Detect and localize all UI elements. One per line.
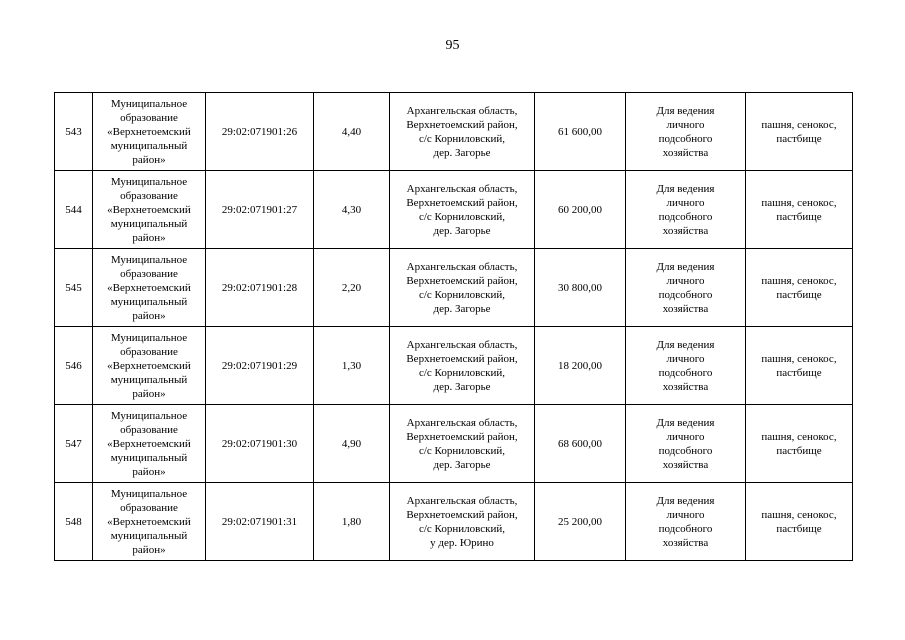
address-line: Архангельская область, (406, 182, 518, 195)
address-cell (390, 327, 535, 405)
owner-line: Муниципальное (110, 253, 188, 266)
permitted-use-line: подсобного (658, 132, 713, 145)
row-number-cell: 544 (55, 171, 93, 249)
owner-line: муниципальный (110, 451, 188, 464)
address-line: дер. Загорье (433, 380, 491, 393)
owner-line: образование (120, 501, 178, 514)
permitted-use-line: подсобного (658, 288, 713, 301)
permitted-use-line: Для ведения (656, 260, 715, 273)
owner-line: муниципальный (110, 139, 188, 152)
owner-line: муниципальный (110, 373, 188, 386)
cadastral-number-cell: 29:02:071901:28 (206, 249, 314, 327)
address-line: с/с Корниловский, (418, 522, 505, 535)
address-line: Архангельская область, (406, 416, 518, 429)
owner-line: район» (132, 387, 166, 400)
land-type-line: пашня, сенокос, (761, 274, 837, 287)
owner-cell (93, 483, 206, 561)
permitted-use-line: личного (666, 118, 705, 131)
permitted-use-line: Для ведения (656, 182, 715, 195)
permitted-use-line: хозяйства (662, 458, 709, 471)
address-line: Архангельская область, (406, 260, 518, 273)
land-type-cell (746, 171, 853, 249)
owner-line: «Верхнетоемский (107, 437, 191, 450)
permitted-use-line: хозяйства (662, 380, 709, 393)
address-line: с/с Корниловский, (418, 288, 505, 301)
land-type-line: пашня, сенокос, (761, 118, 837, 131)
permitted-use-line: хозяйства (662, 536, 709, 549)
land-plots-table (54, 92, 853, 561)
owner-line: район» (132, 309, 166, 322)
permitted-use-line: Для ведения (656, 338, 715, 351)
row-number-cell: 545 (55, 249, 93, 327)
owner-cell (93, 327, 206, 405)
table-row (55, 249, 853, 327)
address-line: дер. Загорье (433, 302, 491, 315)
owner-line: «Верхнетоемский (107, 281, 191, 294)
land-type-line: пастбище (776, 288, 822, 301)
area-cell: 4,40 (314, 93, 390, 171)
address-cell (390, 249, 535, 327)
owner-line: район» (132, 465, 166, 478)
area-cell: 4,90 (314, 405, 390, 483)
owner-line: образование (120, 345, 178, 358)
address-line: Верхнетоемский район, (406, 196, 518, 209)
address-line: дер. Загорье (433, 146, 491, 159)
owner-line: Муниципальное (110, 97, 188, 110)
cadastral-number-cell: 29:02:071901:29 (206, 327, 314, 405)
row-number-cell: 543 (55, 93, 93, 171)
permitted-use-line: хозяйства (662, 146, 709, 159)
owner-line: образование (120, 267, 178, 280)
address-line: Верхнетоемский район, (406, 352, 518, 365)
permitted-use-cell (626, 171, 746, 249)
address-line: с/с Корниловский, (418, 444, 505, 457)
permitted-use-line: личного (666, 352, 705, 365)
owner-line: образование (120, 423, 178, 436)
area-cell: 4,30 (314, 171, 390, 249)
permitted-use-line: подсобного (658, 444, 713, 457)
permitted-use-line: хозяйства (662, 224, 709, 237)
permitted-use-cell (626, 249, 746, 327)
owner-line: район» (132, 153, 166, 166)
land-type-cell (746, 405, 853, 483)
address-line: с/с Корниловский, (418, 210, 505, 223)
owner-line: образование (120, 111, 178, 124)
permitted-use-line: личного (666, 508, 705, 521)
address-line: Архангельская область, (406, 104, 518, 117)
cadastral-number-cell: 29:02:071901:26 (206, 93, 314, 171)
owner-line: муниципальный (110, 529, 188, 542)
owner-cell (93, 405, 206, 483)
cadastral-number-cell: 29:02:071901:30 (206, 405, 314, 483)
address-line: дер. Загорье (433, 224, 491, 237)
address-cell (390, 483, 535, 561)
permitted-use-line: подсобного (658, 210, 713, 223)
area-cell: 2,20 (314, 249, 390, 327)
permitted-use-line: подсобного (658, 522, 713, 535)
price-cell: 30 800,00 (535, 249, 626, 327)
owner-cell (93, 171, 206, 249)
price-cell: 68 600,00 (535, 405, 626, 483)
land-type-line: пашня, сенокос, (761, 508, 837, 521)
land-type-line: пастбище (776, 210, 822, 223)
land-type-line: пастбище (776, 366, 822, 379)
owner-line: Муниципальное (110, 409, 188, 422)
permitted-use-line: Для ведения (656, 104, 715, 117)
table-body (55, 93, 853, 561)
permitted-use-line: личного (666, 196, 705, 209)
permitted-use-line: личного (666, 430, 705, 443)
permitted-use-cell (626, 93, 746, 171)
price-cell: 60 200,00 (535, 171, 626, 249)
table-row (55, 171, 853, 249)
land-type-line: пастбище (776, 522, 822, 535)
area-cell: 1,80 (314, 483, 390, 561)
address-cell (390, 405, 535, 483)
permitted-use-line: подсобного (658, 366, 713, 379)
address-line: Верхнетоемский район, (406, 430, 518, 443)
land-type-cell (746, 93, 853, 171)
owner-line: Муниципальное (110, 487, 188, 500)
permitted-use-line: Для ведения (656, 416, 715, 429)
address-cell (390, 171, 535, 249)
price-cell: 18 200,00 (535, 327, 626, 405)
address-cell (390, 93, 535, 171)
owner-cell (93, 249, 206, 327)
owner-line: «Верхнетоемский (107, 203, 191, 216)
owner-line: Муниципальное (110, 331, 188, 344)
area-cell: 1,30 (314, 327, 390, 405)
table-row (55, 327, 853, 405)
address-line: с/с Корниловский, (418, 132, 505, 145)
address-line: у дер. Юрино (430, 536, 494, 549)
land-type-line: пастбище (776, 132, 822, 145)
owner-cell (93, 93, 206, 171)
owner-line: муниципальный (110, 217, 188, 230)
price-cell: 61 600,00 (535, 93, 626, 171)
permitted-use-line: хозяйства (662, 302, 709, 315)
address-line: Верхнетоемский район, (406, 118, 518, 131)
owner-line: «Верхнетоемский (107, 125, 191, 138)
permitted-use-cell (626, 327, 746, 405)
row-number-cell: 546 (55, 327, 93, 405)
land-type-line: пашня, сенокос, (761, 352, 837, 365)
owner-line: район» (132, 231, 166, 244)
address-line: дер. Загорье (433, 458, 491, 471)
address-line: Архангельская область, (406, 338, 518, 351)
owner-line: «Верхнетоемский (107, 515, 191, 528)
permitted-use-cell (626, 405, 746, 483)
land-type-cell (746, 327, 853, 405)
page-number: 95 (445, 38, 460, 53)
owner-line: район» (132, 543, 166, 556)
permitted-use-line: Для ведения (656, 494, 715, 507)
land-type-line: пашня, сенокос, (761, 196, 837, 209)
permitted-use-line: личного (666, 274, 705, 287)
address-line: с/с Корниловский, (418, 366, 505, 379)
cadastral-number-cell: 29:02:071901:27 (206, 171, 314, 249)
address-line: Верхнетоемский район, (406, 274, 518, 287)
table-row (55, 93, 853, 171)
owner-line: муниципальный (110, 295, 188, 308)
row-number-cell: 548 (55, 483, 93, 561)
land-type-line: пастбище (776, 444, 822, 457)
owner-line: «Верхнетоемский (107, 359, 191, 372)
land-type-cell (746, 249, 853, 327)
land-type-line: пашня, сенокос, (761, 430, 837, 443)
permitted-use-cell (626, 483, 746, 561)
land-type-cell (746, 483, 853, 561)
owner-line: Муниципальное (110, 175, 188, 188)
row-number-cell: 547 (55, 405, 93, 483)
owner-line: образование (120, 189, 178, 202)
price-cell: 25 200,00 (535, 483, 626, 561)
address-line: Архангельская область, (406, 494, 518, 507)
cadastral-number-cell: 29:02:071901:31 (206, 483, 314, 561)
address-line: Верхнетоемский район, (406, 508, 518, 521)
table-row (55, 405, 853, 483)
table-row (55, 483, 853, 561)
